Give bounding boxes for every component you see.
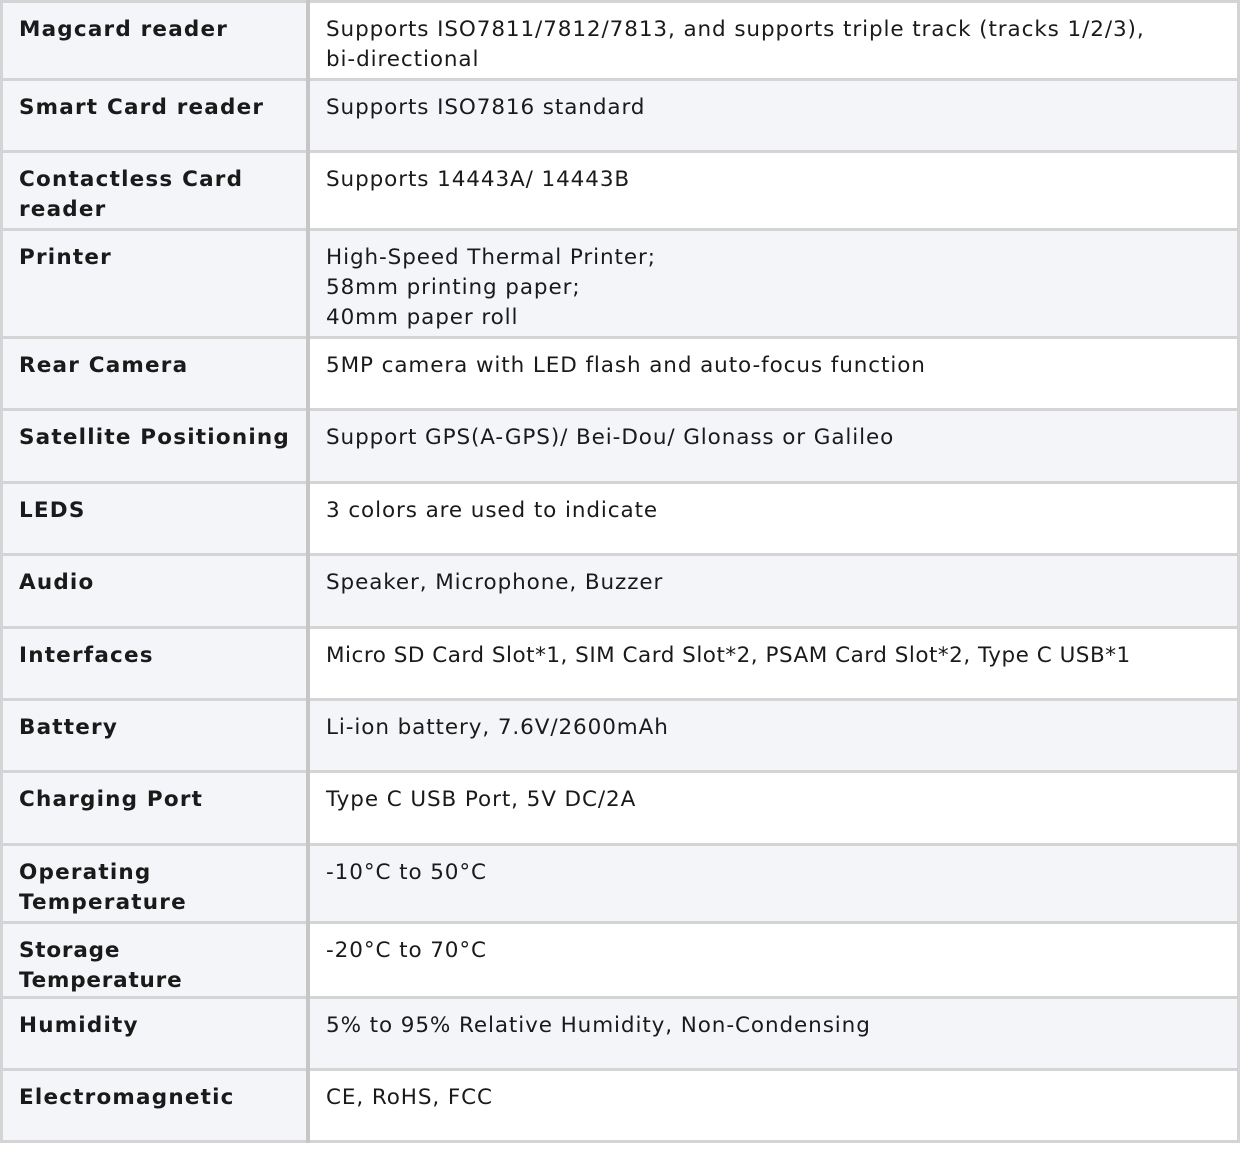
spec-label: Humidity (2, 998, 309, 1070)
spec-value (308, 483, 1239, 555)
spec-label: Satellite Positioning (2, 410, 309, 483)
table-row (2, 998, 1239, 1070)
spec-label: Contactless Card reader (2, 152, 309, 230)
spec-value-line: Type C USB Port, 5V DC/2A (326, 787, 637, 812)
spec-value-line: Li-ion battery, 7.6V/2600mAh (326, 715, 669, 740)
spec-label: Charging Port (2, 772, 309, 845)
spec-value (308, 152, 1239, 230)
spec-value-line: bi-directional (326, 47, 480, 72)
spec-label: Electromagnetic (2, 1070, 309, 1142)
spec-label: Battery (2, 700, 309, 772)
spec-value (308, 80, 1239, 152)
spec-label: Operating Temperature (2, 845, 309, 923)
spec-label: Interfaces (2, 628, 309, 700)
spec-value (308, 410, 1239, 483)
spec-label: Smart Card reader (2, 80, 309, 152)
table-row (2, 2, 1239, 80)
table-row (2, 483, 1239, 555)
spec-value (308, 230, 1239, 338)
spec-value (308, 845, 1239, 923)
spec-label: Printer (2, 230, 309, 338)
spec-value (308, 700, 1239, 772)
spec-value (308, 1070, 1239, 1142)
spec-value-line: High-Speed Thermal Printer; (326, 245, 656, 270)
spec-value-line: Supports ISO7811/7812/7813, and supports triple track (tracks 1/2/3), (326, 17, 1145, 42)
spec-value-line: Speaker, Microphone, Buzzer (326, 570, 664, 595)
table-row (2, 923, 1239, 998)
spec-value (308, 2, 1239, 80)
spec-value-line: 58mm printing paper; (326, 275, 581, 300)
spec-value (308, 923, 1239, 998)
spec-label: Magcard reader (2, 2, 309, 80)
table-row (2, 555, 1239, 628)
table-row (2, 152, 1239, 230)
table-row (2, 80, 1239, 152)
spec-label: Audio (2, 555, 309, 628)
spec-value (308, 628, 1239, 700)
spec-label: Storage Temperature (2, 923, 309, 998)
spec-value-line: -20°C to 70°C (326, 938, 487, 963)
spec-value-line: CE, RoHS, FCC (326, 1085, 493, 1110)
spec-value-line: -10°C to 50°C (326, 860, 487, 885)
table-row (2, 230, 1239, 338)
spec-value-line: 5MP camera with LED flash and auto-focus function (326, 353, 926, 378)
spec-value-line: Supports 14443A/ 14443B (326, 167, 631, 192)
spec-value-line: 3 colors are used to indicate (326, 498, 659, 523)
table-row (2, 410, 1239, 483)
spec-value-line: Supports ISO7816 standard (326, 95, 646, 120)
table-row (2, 845, 1239, 923)
table-row (2, 628, 1239, 700)
spec-value (308, 338, 1239, 410)
spec-value-line: 5% to 95% Relative Humidity, Non-Condensing (326, 1013, 871, 1038)
spec-value-line: Micro SD Card Slot*1, SIM Card Slot*2, PSAM Card Slot*2, Type C USB*1 (326, 643, 1131, 668)
table-row (2, 772, 1239, 845)
spec-value-line: Support GPS(A-GPS)/ Bei-Dou/ Glonass or Galileo (326, 425, 895, 450)
spec-label: Rear Camera (2, 338, 309, 410)
table-row (2, 338, 1239, 410)
spec-value (308, 998, 1239, 1070)
spec-label: LEDS (2, 483, 309, 555)
table-row (2, 1070, 1239, 1142)
spec-value (308, 555, 1239, 628)
spec-value (308, 772, 1239, 845)
spec-value-line: 40mm paper roll (326, 305, 519, 330)
table-row (2, 700, 1239, 772)
